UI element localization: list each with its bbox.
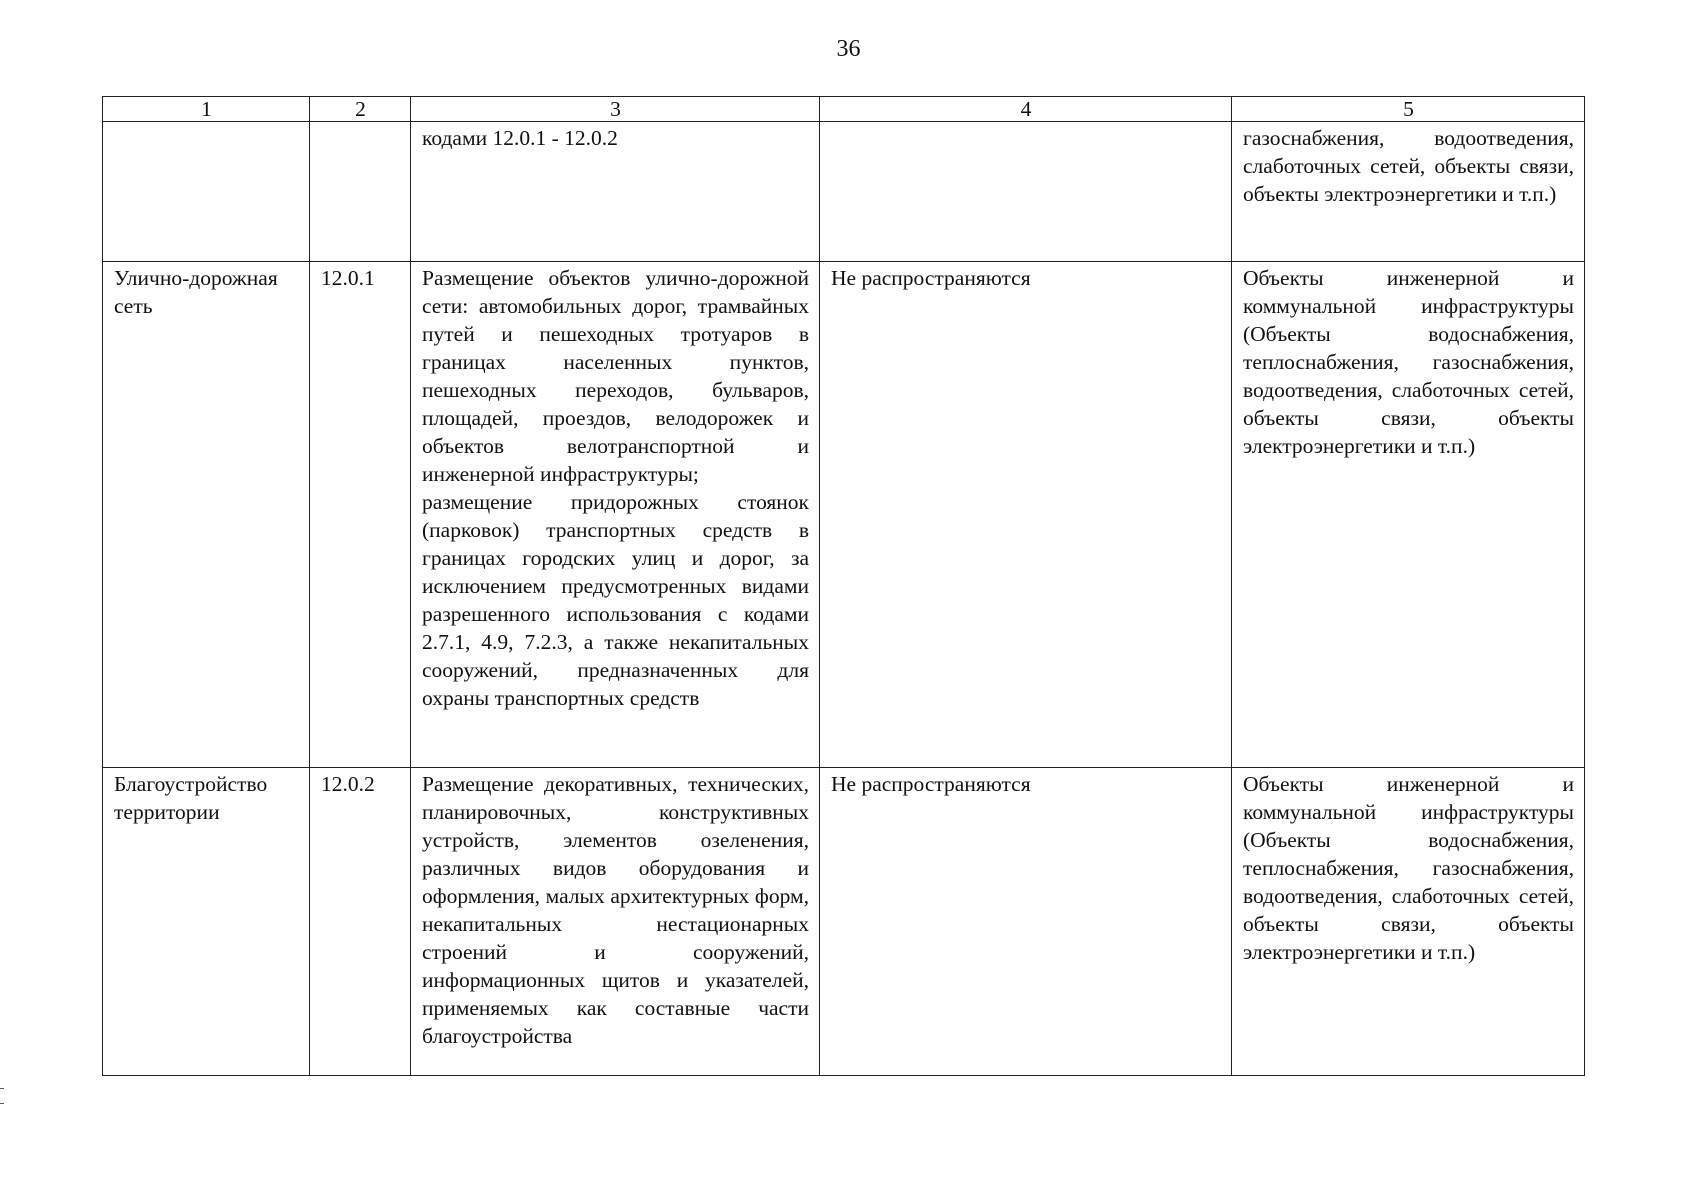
table-row <box>103 768 1585 1076</box>
description-paragraph: размещение придорожных стоянок (парковок) транспортных средств в границах городских улиц и дорог, за исключением предусмотренных видами разрешенного использования с кодами 2.7.1, 4.9, 7.2.3, а также некапитальных сооружений, предназначенных для охраны транспортных средств <box>422 490 809 710</box>
use-code-cell: 12.0.2 <box>310 768 411 1076</box>
restrictions-cell <box>820 122 1232 262</box>
description-paragraph: Размещение декоративных, технических, планировочных, конструктивных устройств, элементов озеленения, различных видов оборудования и оформления, малых архитектурных форм, некапитальных нестационарных строений и сооружений, информационных щитов и указателей, применяемых как составные части благоустройства <box>422 772 809 1048</box>
objects-cell: Объекты инженерной и коммунальной инфраструктуры (Объекты водоснабжения, теплоснабжения, газоснабжения, водоотведения, слаботочных сетей, объекты связи, объекты электроэнергетики и т.п.) <box>1232 768 1585 1076</box>
page-number: 36 <box>836 36 861 62</box>
description-paragraph: кодами 12.0.1 - 12.0.2 <box>422 126 618 150</box>
use-description-cell <box>411 768 820 1076</box>
column-header-4: 4 <box>820 97 1232 122</box>
table-row <box>103 262 1585 768</box>
use-description-cell <box>411 122 820 262</box>
use-code-cell <box>310 122 411 262</box>
objects-cell: газоснабжения, водоотведения, слаботочных сетей, объекты связи, объекты электроэнергетики и т.п.) <box>1232 122 1585 262</box>
restrictions-cell: Не распространяются <box>820 768 1232 1076</box>
column-header-3: 3 <box>411 97 820 122</box>
description-paragraph: Размещение объектов улично-дорожной сети: автомобильных дорог, трамвайных путей и пешеходных тротуаров в границах населенных пунктов, пешеходных переходов, бульваров, площадей, проездов, велодорожек и объектов велотранспортной и инженерной инфраструктуры; <box>422 266 809 486</box>
objects-cell: Объекты инженерной и коммунальной инфраструктуры (Объекты водоснабжения, теплоснабжения, газоснабжения, водоотведения, слаботочных сетей, объекты связи, объекты электроэнергетики и т.п.) <box>1232 262 1585 768</box>
column-header-2: 2 <box>310 97 411 122</box>
table-row <box>103 122 1585 262</box>
use-description-cell <box>411 262 820 768</box>
restrictions-cell: Не распространяются <box>820 262 1232 768</box>
use-name-cell: Улично-дорожная сеть <box>103 262 310 768</box>
use-name-cell: Благоустройство территории <box>103 768 310 1076</box>
column-header-1: 1 <box>103 97 310 122</box>
use-code-cell: 12.0.1 <box>310 262 411 768</box>
scan-margin-mark <box>0 1088 4 1104</box>
use-name-cell <box>103 122 310 262</box>
land-use-table <box>102 96 1585 1076</box>
header-row <box>103 97 1585 122</box>
column-header-5: 5 <box>1232 97 1585 122</box>
